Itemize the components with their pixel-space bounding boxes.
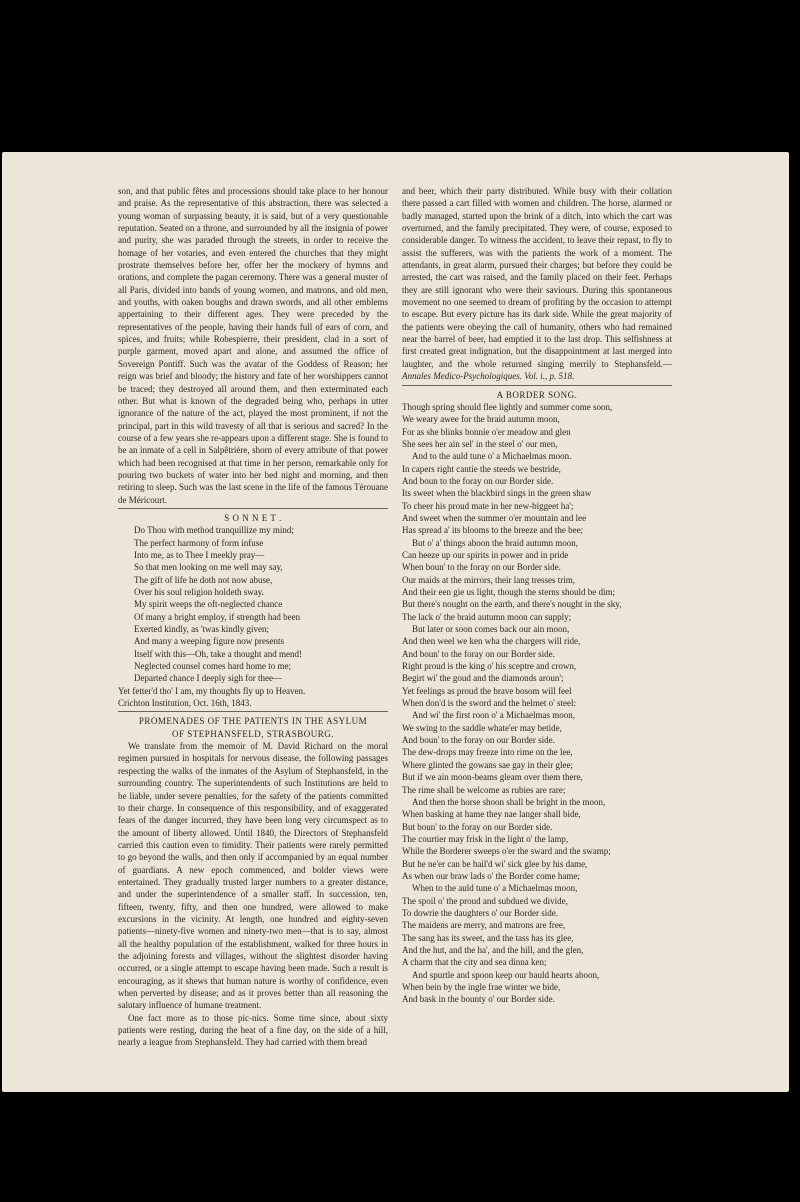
poem-line: And to the auld tune o' a Michaelmas moon. (412, 451, 572, 462)
sonnet-signature: Crichton Institution, Oct. 16th, 1843. (118, 698, 252, 709)
poem-line: When to the auld tune o' a Michaelmas moon, (412, 883, 578, 894)
right-column (402, 185, 672, 1006)
border-song-poem (402, 401, 672, 1006)
poem-line: When bein by the ingle frae winter we bide, (402, 982, 561, 992)
poem-line: The perfect harmony of form infuse (134, 537, 264, 548)
poem-line: Though spring should flee lightly and summer come soon, (402, 401, 613, 412)
poem-line: And then the horse shoon shall be bright in the moon, (412, 796, 606, 807)
poem-line: As when our braw lads o' the Border come hame; (402, 870, 580, 881)
poem-line: And their een gie us light, though the sterns should be dim; (402, 587, 615, 597)
poem-line: Exerted kindly, as 'twas kindly given; (134, 624, 270, 635)
poem-line: But o' a' things aboon the braid autumn moon, (412, 537, 578, 548)
divider (118, 711, 388, 712)
poem-line: And then weel we ken wha the chargers will ride, (402, 636, 581, 647)
poem-line: And sweet when the summer o'er mountain and lee (402, 512, 587, 523)
poem-line: Can heeze up our spirits in power and in pride (402, 549, 569, 560)
poem-line: But there's nought on the earth, and there's nought in the sky, (402, 599, 622, 610)
poem-line: And the hut, and the ha', and the hill, and the glen, (402, 944, 584, 955)
poem-line: Neglected counsel comes hard home to me; (134, 661, 291, 672)
poem-line: To cheer his proud mate in her new-biggeet ha'; (402, 500, 574, 511)
divider (402, 385, 672, 386)
poem-line: The maidens are merry, and matrons are free, (402, 920, 566, 931)
poem-line: And boun to the foray on our Border side. (402, 475, 554, 486)
divider (118, 508, 388, 509)
poem-line: When boun' to the foray on our Border side. (402, 562, 561, 573)
background-strip (0, 1092, 800, 1202)
poem-line: Departed chance I deeply sigh for thee— (134, 673, 282, 684)
paragraph-text: and beer, which their party distributed. While busy with their collation there passed a cart filled with women and children. The horse, alarmed or badly managed, started upon the brink of a ditch, into which the cart was overturned, and the family precipitated. They were, of course, exposed to considerable danger. To witness the accident, to leave their repast, to fly to assist the sufferers, was with the patients the work of a moment. The attendants, in great alarm, pursued their charges; but before they could be arrested, the cart was raised, and the family placed on their feet. Perhaps they are still ignorant who were their saviours. During this spontaneous movement no one seemed to dream of profiting by the occasion to attempt to escape. But every picture has its dark side. While the great majority of the patients were obeying the call of humanity, others who had remained near the barrel of beer, had emptied it to the last drop. This selfishness at first created great indignation, but the disappointment at last merged into laughter, and the whole returned singing merrily to Stephansfeld.— (402, 186, 672, 369)
poem-line: And spurtle and spoon keep our bauld hearts aboon, (412, 969, 600, 980)
poem-line: And boun' to the foray on our Border side. (402, 648, 555, 659)
poem-line: And bask in the bounty o' our Border side. (402, 994, 555, 1005)
song-title: A BORDER SONG. (496, 389, 578, 400)
poem-line: The dew-drops may freeze into rime on the lee, (402, 747, 573, 758)
poem-line: Yet fetter'd tho' I am, my thoughts fly up to Heaven. (118, 685, 306, 696)
section-subtitle: OF STEPHANSFELD, STRASBOURG. (171, 728, 335, 739)
sonnet-title: S O N N E T . (224, 512, 282, 523)
poem-line: Its sweet when the blackbird sings in the green shaw (402, 488, 592, 499)
poem-line: When don'd is the sword and the helmet o' steel: (402, 698, 576, 709)
poem-line: In capers right cantie the steeds we bestride, (402, 463, 561, 474)
poem-line: Do Thou with method tranquillize my mind; (134, 525, 294, 536)
poem-line: Over his soul religion holdeth sway. (134, 587, 264, 597)
poem-line: The courtier may frisk in the light o' the lamp, (402, 833, 569, 844)
poem-line: We swing to the saddle whate'er may betide, (402, 722, 562, 733)
poem-line: The sang has its sweet, and the tass has its glee, (402, 932, 574, 943)
poem-line: Right proud is the king o' his sceptre and crown, (402, 661, 577, 672)
left-column (118, 185, 388, 1049)
paragraph: One fact more as to those pic-nics. Some time since, about sixty patients were resting, during the heat of a fine day, on the side of a hill, nearly a league from Stephansfeld. They had carried with them bread (118, 1012, 388, 1048)
paragraph: son, and that public fêtes and processions should take place to her honour and praise. As the representative of this abstraction, there was selected a young woman of surpassing beauty, it is said, but of a very questionable reputation. Seated on a throne, and surrounded by all the insignia of power and purity, she was paraded through the streets, in order to receive the homage of her votaries, and even entered the churches that they might prostrate themselves before her, offer her the mockery of hymns and orations, and complete the pagan ceremony. There was a general muster of all Paris, divided into bands of young women, and matrons, and old men, and youths, with oaken boughs and drawn swords, and all other emblems appertaining to their different ages. They were preceded by the representatives of the people, having their hands full of ears of corn, and spices, and fruits; while Robespierre, their president, clad in a sort of purple garment, moved apart and alone, and assumed the office of Sovereign Pontiff. Such was the avatar of the Goddess of Reason; her reign was brief and bloody; the history and fate of her worshippers cannot be traced; they destroyed all around them, and then exterminated each other. But what is known of the degraded being who, perhaps in utter ignorance of the nature of the act, played the most prominent, if not the principal, part in this wild travesty of all that is serious and sacred? In the course of a few years she re-appears upon a different stage. She is found to be an inmate of a cell in Salpêtrière, shorn of every attribute of that power which had been recognised at that time in her person, remarkable only for pouring two buckets of water into her bed night and morning, and then retiring to sleep. Such was the last scene in the life of the famous Térouane de Méricourt. (118, 186, 388, 505)
poem-line: For as she blinks bonnie o'er meadow and glen (402, 426, 571, 437)
poem-line: So that men looking on me well may say, (134, 562, 283, 573)
poem-line: Begirt wi' the goud and the diamonds aroun'; (402, 673, 564, 684)
poem-line: And many a weeping figure now presents (134, 636, 284, 647)
section-title: PROMENADES OF THE PATIENTS IN THE ASYLUM (138, 716, 368, 727)
poem-line: Has spread a' its blooms to the breeze and the bee; (402, 525, 584, 536)
poem-line: Where glinted the gowans sae gay in their glee; (402, 759, 573, 770)
poem-line: To dowrie the daughters o' our Border side. (402, 907, 558, 918)
paragraph (402, 185, 672, 383)
poem-line: But boun' to the foray on our Border side. (402, 821, 553, 832)
poem-line: And wi' the first roon o' a Michaelmas moon, (412, 710, 575, 721)
poem-line: My spirit weeps the oft-neglected chance (134, 599, 283, 610)
citation: Annales Medico-Psychologiques. Vol. i., p. 518. (402, 371, 575, 382)
poem-line: We weary awee for the braid autumn moon, (402, 414, 560, 425)
poem-line: The spoil o' the proud and subdued we divide, (402, 895, 568, 906)
poem-line: And boun' to the foray on our Border side. (402, 735, 555, 746)
poem-line: The gift of life he doth not now abuse, (134, 574, 273, 585)
poem-line: But he ne'er can be hail'd wi' sick glee by his dame, (402, 858, 588, 869)
poem-line: Our maids at the mirrors, their lang tresses trim, (402, 574, 575, 585)
poem-line: Yet feelings as proud the brave bosom will feel (402, 685, 572, 696)
poem-line: A charm that the city and sea dinna ken; (402, 957, 547, 968)
poem-line: The rime shall be welcome as rubies are rare; (402, 784, 566, 795)
poem-line: Into me, as to Thee I meekly pray— (134, 549, 265, 560)
poem-line: But later or soon comes back our ain moon, (412, 624, 570, 635)
poem-line: She sees her ain sel' in the steel o' our men, (402, 438, 558, 449)
poem-line: When basking at hame they nae langer shall bide, (402, 809, 581, 820)
poem-line: Of many a bright employ, if strength had been (134, 611, 301, 622)
poem-line: But if we ain moon-beams gleam over them there, (402, 772, 583, 783)
poem-line: While the Borderer sweeps o'er the sward and the swamp; (402, 846, 611, 857)
poem-line: The lack o' the braid autumn moon can supply; (402, 611, 572, 622)
paragraph: We translate from the memoir of M. David Richard on the moral regimen pursued in hospitals for nervous disease, the following passages respecting the walks of the inmates of the Asylum of Stephansfeld, in the surrounding country. The superintendents of such Institutions are held to be liable, under severe penalties, for the safety of the patients committed to their charge. In consequence of this responsibility, and of exaggerated fears of the danger incurred, they have been long very circumspect as to the amount of liberty allowed. Until 1840, the Directors of Stephansfeld carried this caution even to timidity. Their patients were rarely permitted to go beyond the walls, and then only if accompanied by an equal number of guardians. A new epoch commenced, and bolder views were entertained. They gradually trusted larger numbers to a greater distance, and under the superintendence of a smaller staff. In succession, ten, fifteen, twenty, fifty, and then one hundred, were allowed to make excursions in the vicinity. At length, one hundred and eighty-seven patients—ninety-five women and ninety-two men—that is to say, almost all the healthy population of the establishment, walked for three hours in the adjoining forests and villages, without the slightest disorder having occurred, or a single attempt to escape having been made. Such a result is encouraging, as it shews that human nature is worthy of confidence, even when perverted by disease; and as it proves better than all reasoning the salutary influence of humane treatment. (118, 741, 388, 1011)
sonnet-poem (118, 524, 388, 697)
poem-line: Itself with this—Oh, take a thought and mend! (134, 648, 302, 659)
